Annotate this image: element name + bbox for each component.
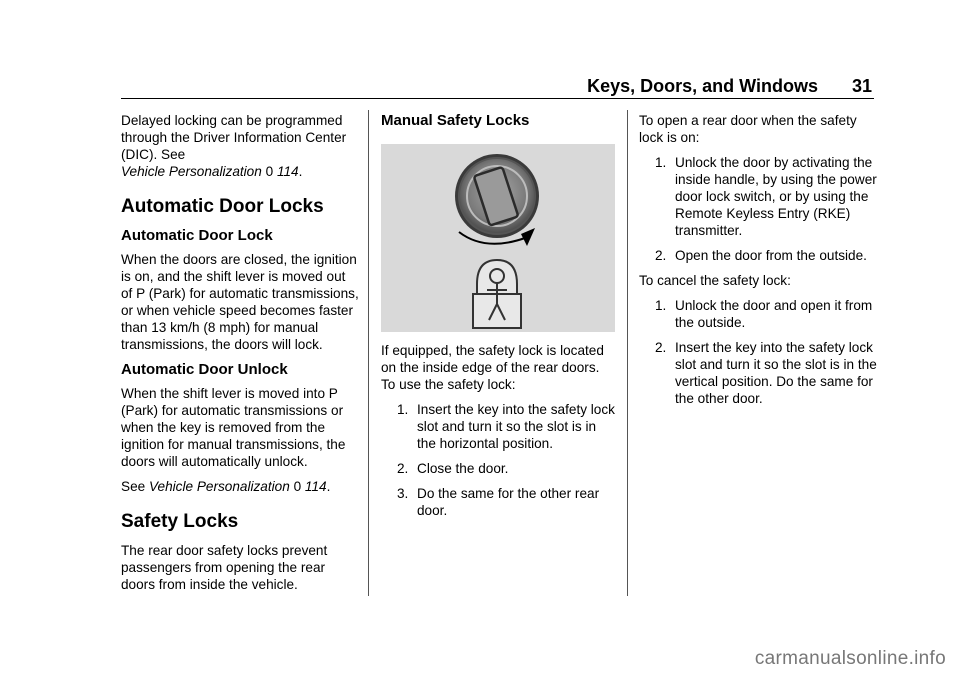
list-item	[639, 154, 877, 239]
page-header	[587, 76, 872, 97]
step-number: 2.	[655, 340, 667, 355]
list-item	[639, 339, 877, 407]
list-item	[639, 297, 877, 331]
intro-paragraph: Delayed locking can be programmed through the Driver Information Center (DIC). See Vehicle Personalization 0 114.	[121, 113, 347, 179]
heading-safety-locks: Safety Locks	[121, 511, 239, 532]
automatic-unlock-paragraph: When the shift lever is moved into P (Park) for automatic transmissions or when the key is removed from the ignition for manual transmissions, the doors will automatically unlock.	[121, 386, 346, 469]
step-text: Insert the key into the safety lock slot and turn it so the slot is in the vertical position. Do the same for the other door.	[675, 340, 877, 406]
safety-lock-illustration	[381, 144, 615, 332]
column-3	[639, 112, 877, 415]
step-number: 1.	[655, 298, 667, 313]
step-number: 3.	[397, 486, 409, 501]
list-item	[639, 247, 877, 264]
lock-knob-icon	[455, 154, 539, 238]
list-item	[381, 460, 615, 477]
safety-lock-steps	[381, 401, 615, 519]
step-text: Unlock the door and open it from the outside.	[675, 298, 873, 330]
page-ref-icon: 0	[293, 479, 302, 494]
list-item	[381, 401, 615, 452]
header-divider	[121, 98, 874, 99]
safety-lock-diagram	[381, 144, 615, 332]
page-number: 31	[851, 76, 872, 96]
intro-ref-page: 114	[276, 164, 299, 179]
see-ref-label: Vehicle Personalization	[148, 479, 290, 494]
intro-cross-reference[interactable]	[121, 164, 299, 179]
step-number: 2.	[397, 461, 409, 476]
heading-manual-safety-locks: Manual Safety Locks	[381, 112, 530, 129]
heading-automatic-door-unlock: Automatic Door Unlock	[121, 361, 288, 378]
step-number: 2.	[655, 248, 667, 263]
page-ref-icon: 0	[265, 164, 274, 179]
intro-text: Delayed locking can be programmed through the Driver Information Center (DIC). See	[121, 113, 347, 162]
step-number: 1.	[655, 155, 667, 170]
automatic-lock-paragraph: When the doors are closed, the ignition is on, and the shift lever is moved out of P (Park) for automatic transmissions, or when vehicle speed becomes faster than 13 km/h (8 mph) for manual transmissions, the doors will lock.	[121, 252, 359, 352]
intro-ref-label: Vehicle Personalization	[121, 164, 262, 179]
see-cross-reference[interactable]	[149, 479, 327, 494]
list-item	[381, 485, 615, 519]
heading-automatic-door-locks: Automatic Door Locks	[121, 196, 324, 217]
section-title: Keys, Doors, and Windows	[587, 76, 818, 96]
heading-automatic-door-lock: Automatic Door Lock	[121, 227, 273, 244]
step-text: Unlock the door by activating the inside handle, by using the power door lock switch, or by using the Remote Keyless Entry (RKE) transmitter.	[675, 155, 877, 238]
safety-locks-paragraph: The rear door safety locks prevent passengers from opening the rear doors from inside the vehicle.	[121, 543, 328, 592]
manual-safety-paragraph: If equipped, the safety lock is located on the inside edge of the rear doors. To use the safety lock:	[381, 343, 604, 392]
column-1	[121, 112, 359, 601]
step-text: Open the door from the outside.	[675, 248, 867, 263]
arrowhead-icon	[521, 228, 535, 246]
see-ref-page: 114	[304, 479, 327, 494]
column-2	[381, 112, 615, 527]
watermark: carmanualsonline.info	[754, 648, 946, 669]
column-divider-1	[368, 110, 369, 596]
step-number: 1.	[397, 402, 409, 417]
step-text: Insert the key into the safety lock slot and turn it so the slot is in the horizontal position.	[417, 402, 615, 451]
step-text: Close the door.	[417, 461, 509, 476]
cancel-safety-lock-intro: To cancel the safety lock:	[639, 273, 791, 288]
child-lock-icon	[473, 260, 521, 328]
step-text: Do the same for the other rear door.	[417, 486, 600, 518]
open-rear-door-steps	[639, 154, 877, 264]
column-divider-2	[627, 110, 628, 596]
see-reference-paragraph: See Vehicle Personalization 0 114.	[121, 479, 331, 494]
see-word: See	[121, 479, 146, 494]
open-rear-door-intro: To open a rear door when the safety lock is on:	[639, 113, 857, 145]
cancel-safety-lock-steps	[639, 297, 877, 407]
